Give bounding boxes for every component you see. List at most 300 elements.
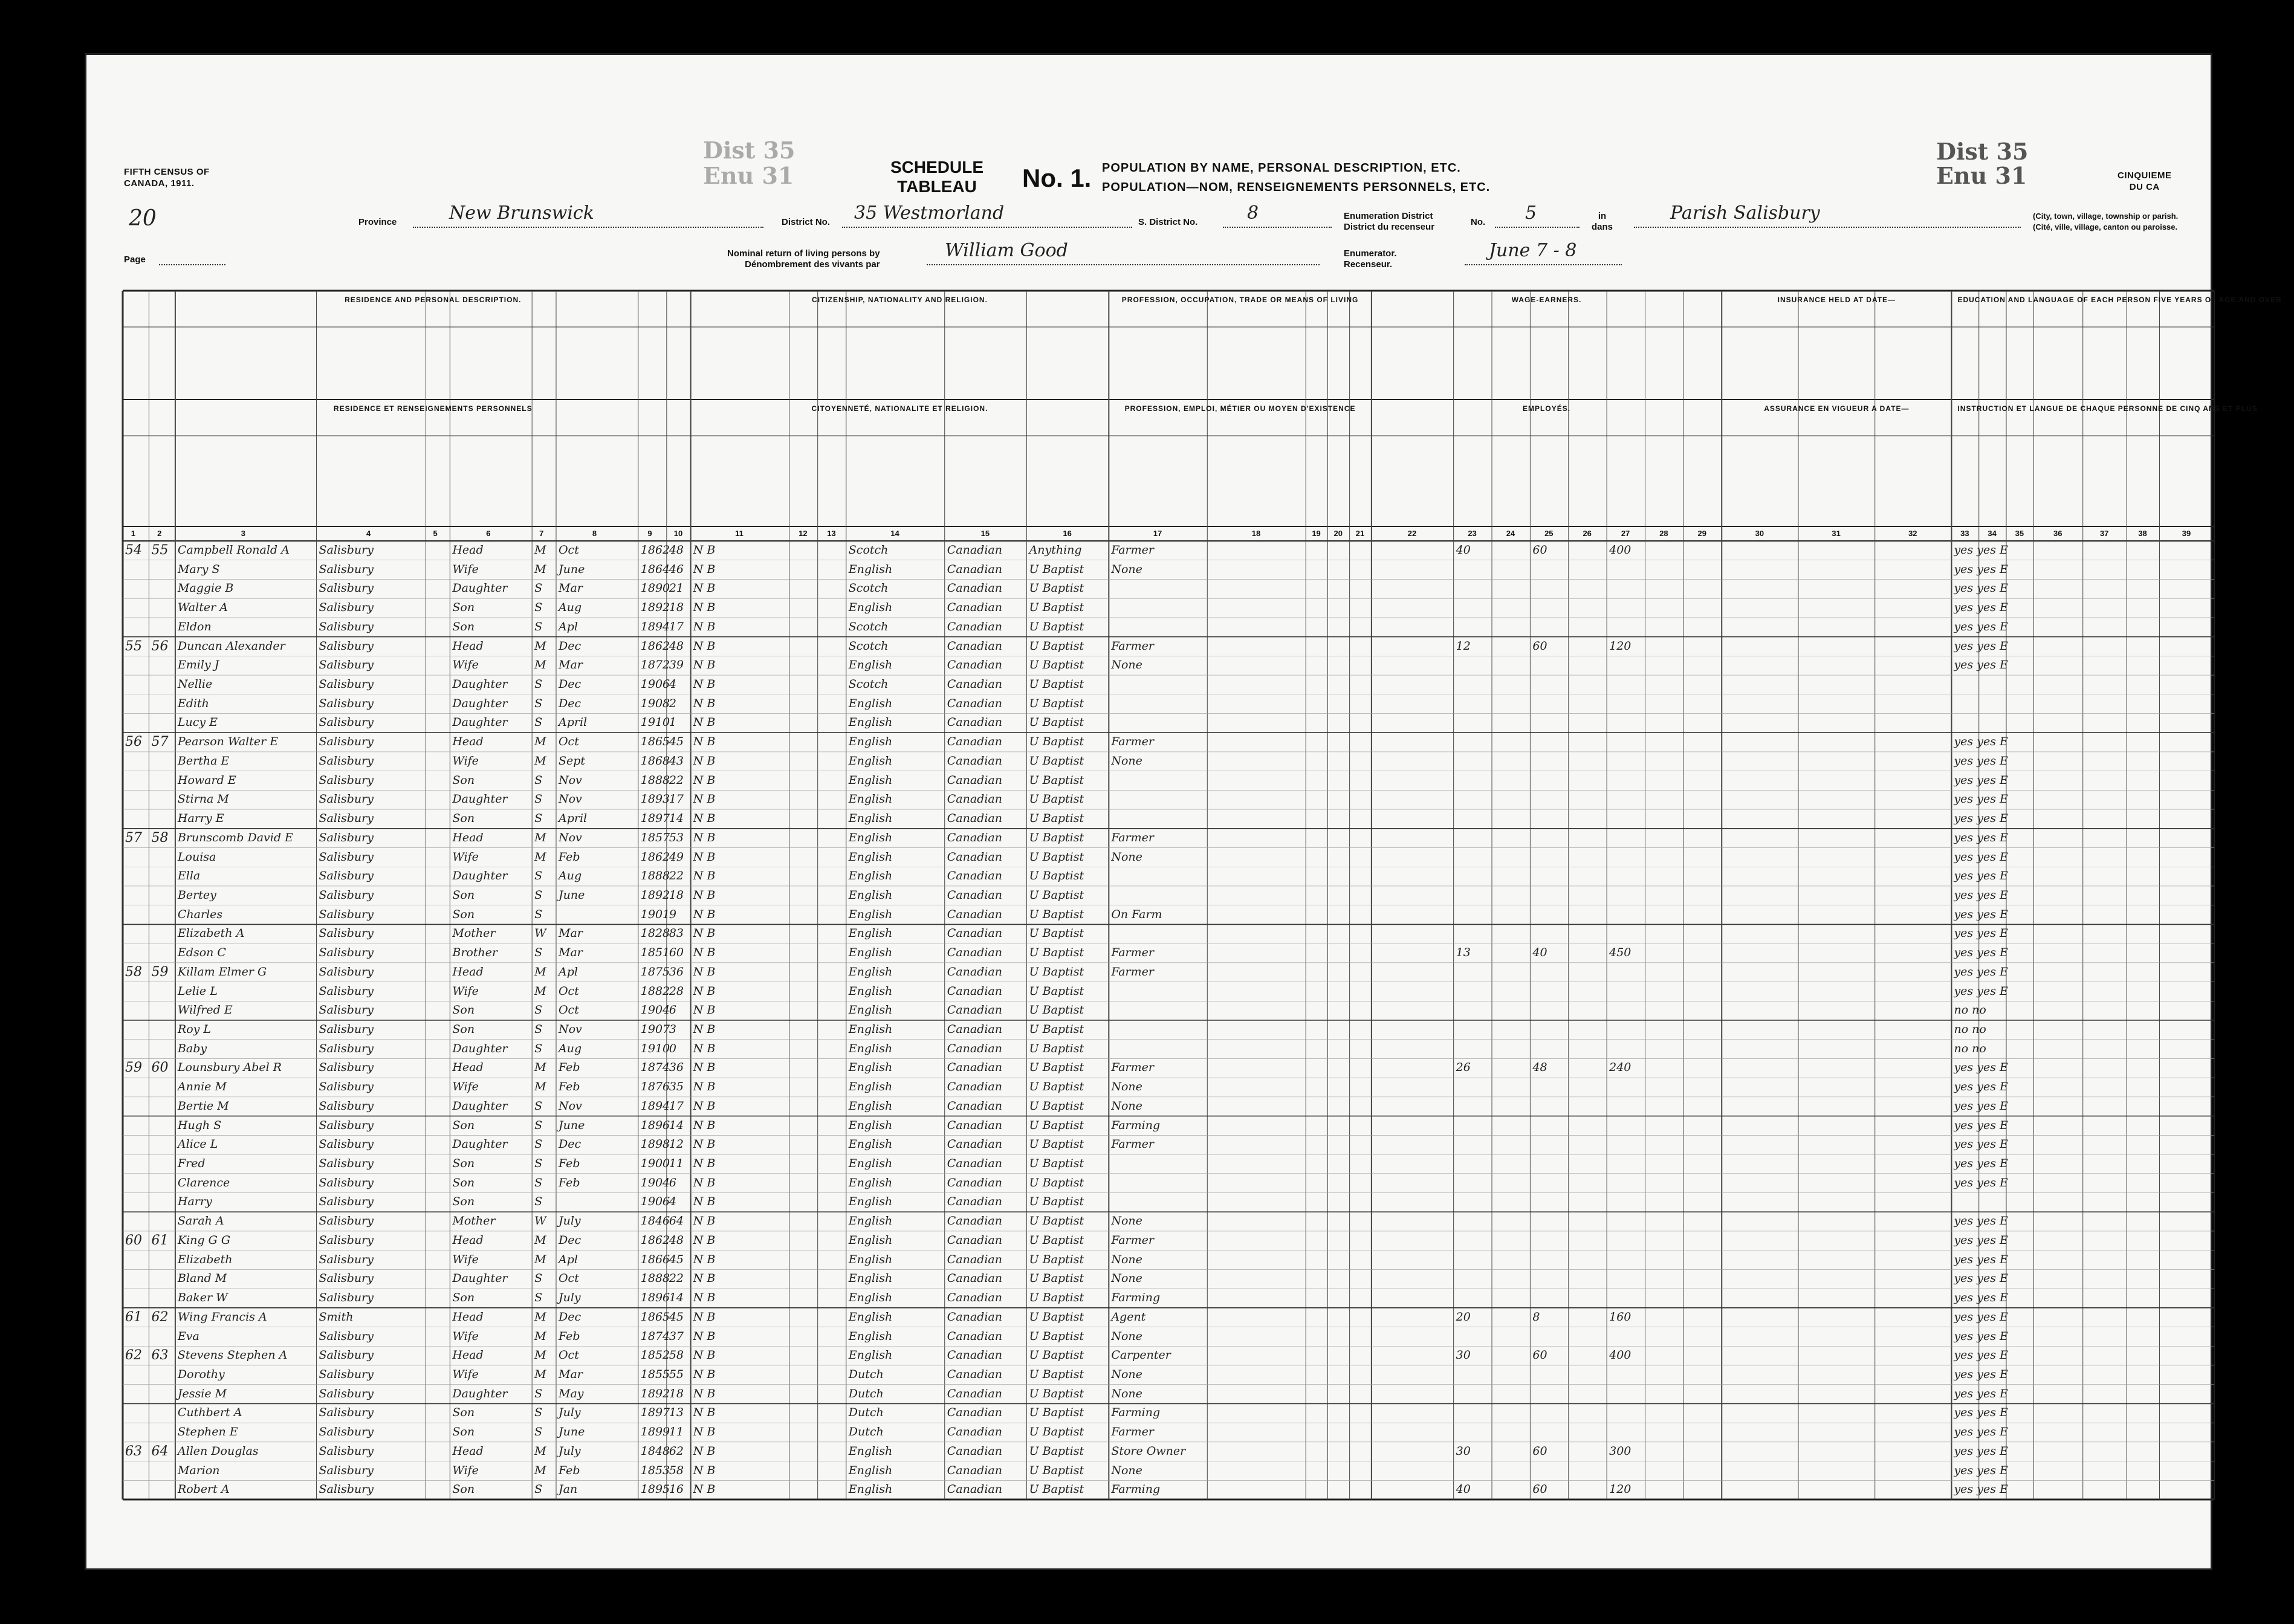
cell-name: Lounsbury Abel R <box>177 1061 282 1075</box>
cell-birth: N B <box>693 562 716 576</box>
cell-birth: N B <box>693 639 716 653</box>
cell-nat: Canadian <box>947 1233 1002 1247</box>
cell-month: Mar <box>558 927 583 940</box>
cell-month: Mar <box>558 581 583 595</box>
cell-month: Apl <box>558 620 578 633</box>
cell-ms: S <box>534 1176 543 1189</box>
cell-ms: M <box>534 562 546 576</box>
cell-month: June <box>558 1425 585 1439</box>
cell-year: 1894 <box>640 1099 670 1113</box>
cell-birth: N B <box>693 1425 716 1439</box>
cell-place: Salisbury <box>319 1061 374 1075</box>
cell-year: 1888 <box>640 773 670 787</box>
cell-age: 17 <box>669 620 684 633</box>
cell-origin: English <box>848 1099 893 1113</box>
cell-rel2: U Baptist <box>1029 773 1084 787</box>
cell-age: 11 <box>669 1157 684 1171</box>
cell-rel2: U Baptist <box>1029 562 1084 576</box>
cell-ed: yes yes E <box>1954 1425 2008 1439</box>
in-label: in dans <box>1592 211 1613 232</box>
cell-d: 59 <box>125 1060 142 1076</box>
cell-rel: Daughter <box>452 1099 508 1113</box>
cell-occ: None <box>1111 1252 1142 1266</box>
cell-rel: Head <box>452 1444 484 1458</box>
column-number: 6 <box>486 529 491 538</box>
cell-nat: Canadian <box>947 601 1002 615</box>
cell-nat: Canadian <box>947 1406 1002 1420</box>
cell-rel2: U Baptist <box>1029 792 1084 806</box>
cell-rel2: U Baptist <box>1029 658 1084 672</box>
cell-origin: English <box>848 830 893 844</box>
cell-rel2: U Baptist <box>1029 927 1084 940</box>
cell-rel: Daughter <box>452 696 508 710</box>
cell-age: 14 <box>669 1291 684 1305</box>
cell-year: 1857 <box>640 830 670 844</box>
cell-place: Salisbury <box>319 1023 374 1036</box>
cell-origin: Dutch <box>848 1425 884 1439</box>
cell-name: Bertey <box>177 888 216 902</box>
cell-ms: S <box>534 792 543 806</box>
subdistrict-underline <box>1223 227 1332 228</box>
cell-nat: Canadian <box>947 543 1002 557</box>
cell-nat: Canadian <box>947 984 1002 998</box>
cell-nat: Canadian <box>947 1463 1002 1477</box>
cell-birth: N B <box>693 678 716 691</box>
parish-value: Parish Salisbury <box>1670 202 1820 224</box>
cell-birth: N B <box>693 946 716 960</box>
cell-occ: None <box>1111 1214 1142 1228</box>
cell-birth: N B <box>693 1367 716 1381</box>
section-header: PROFESSION, EMPLOI, MÉTIER OU MOYEN D'EXISTENCE <box>1124 404 1356 413</box>
cell-year: 1899 <box>640 1425 670 1439</box>
cell-age: 18 <box>669 601 684 615</box>
cell-occ: None <box>1111 1099 1142 1113</box>
cell-ed: yes yes E <box>1954 1348 2008 1362</box>
cell-ms: S <box>534 678 543 691</box>
cell-month: Jan <box>558 1483 578 1496</box>
population-line-en: POPULATION BY NAME, PERSONAL DESCRIPTION, ETC. <box>1102 161 1461 175</box>
cell-occ: Farmer <box>1111 1137 1154 1151</box>
cell-age: 16 <box>669 1483 684 1496</box>
census-table <box>123 291 2282 1499</box>
column-number: 27 <box>1621 529 1630 538</box>
cell-birth: N B <box>693 1252 716 1266</box>
section-header: RESIDENCE ET RENSEIGNEMENTS PERSONNELS <box>333 404 533 413</box>
cell-occ: None <box>1111 1463 1142 1477</box>
cell-year: 1865 <box>640 735 670 749</box>
cell-occ: Farmer <box>1111 639 1154 653</box>
cell-ed: yes yes E <box>1954 658 2008 672</box>
cell-year: 1898 <box>640 1137 670 1151</box>
cell-nat: Canadian <box>947 1272 1002 1286</box>
cell-birth: N B <box>693 1310 716 1324</box>
cell-year: 1864 <box>640 562 670 576</box>
cell-rel: Wife <box>452 562 479 576</box>
cell-place: Salisbury <box>319 1425 374 1439</box>
cell-ms: S <box>534 1137 543 1151</box>
page-underline <box>159 264 225 265</box>
enum-district-no-label: No. <box>1471 217 1486 227</box>
cell-birth: N B <box>693 1291 716 1305</box>
cell-place: Salisbury <box>319 1386 374 1400</box>
cell-name: Edson C <box>177 946 226 960</box>
cell-place: Salisbury <box>319 1080 374 1094</box>
cell-ed: yes yes E <box>1954 984 2008 998</box>
cell-rel2: U Baptist <box>1029 869 1084 883</box>
cell-ed: yes yes E <box>1954 927 2008 940</box>
column-number: 39 <box>2182 529 2191 538</box>
cell-age: 17 <box>669 792 684 806</box>
cell-rel2: U Baptist <box>1029 965 1084 979</box>
cell-name: Maggie B <box>177 581 234 595</box>
cell-rel: Head <box>452 1310 484 1324</box>
cell-origin: English <box>848 927 893 940</box>
column-number: 26 <box>1583 529 1592 538</box>
cell-ms: S <box>534 888 543 902</box>
cell-name: Charles <box>177 907 223 921</box>
cell-nat: Canadian <box>947 562 1002 576</box>
cell-origin: English <box>848 735 893 749</box>
cell-nat: Canadian <box>947 907 1002 921</box>
cell-birth: N B <box>693 696 716 710</box>
cell-age: 58 <box>669 1348 684 1362</box>
cell-name: Emily J <box>177 658 219 672</box>
cell-month: Oct <box>558 984 579 998</box>
section-header: CITIZENSHIP, NATIONALITY AND RELIGION. <box>812 296 988 304</box>
cell-rel2: U Baptist <box>1029 1252 1084 1266</box>
cell-rel2: U Baptist <box>1029 1080 1084 1094</box>
section-header: ASSURANCE EN VIGUEUR A DATE— <box>1764 404 1910 413</box>
cell-ms: M <box>534 658 546 672</box>
cell-w3: 400 <box>1609 1348 1631 1362</box>
cell-ms: M <box>534 1329 546 1343</box>
cell-ms: M <box>534 1233 546 1247</box>
cell-year: 1904 <box>640 1003 670 1017</box>
cell-month: Feb <box>558 1080 580 1094</box>
cell-ed: yes yes E <box>1954 1099 2008 1113</box>
nominal-label: Nominal return of living persons by Dénombrement des vivants par <box>727 248 880 270</box>
cell-ed: yes yes E <box>1954 754 2008 768</box>
cell-birth: N B <box>693 1041 716 1055</box>
cell-rel2: U Baptist <box>1029 830 1084 844</box>
column-number: 33 <box>1960 529 1969 538</box>
cell-age: 35 <box>669 1080 684 1094</box>
cell-name: Bland M <box>177 1272 227 1286</box>
cell-nat: Canadian <box>947 1080 1002 1094</box>
cell-nat: Canadian <box>947 1099 1002 1113</box>
cell-month: Dec <box>558 1233 582 1247</box>
cell-year: 1892 <box>640 1386 670 1400</box>
cell-ms: S <box>534 1023 543 1036</box>
cell-age: 45 <box>669 735 684 749</box>
cell-month: Sept <box>558 754 586 768</box>
cell-place: Salisbury <box>319 1137 374 1151</box>
cell-ms: M <box>534 850 546 864</box>
cell-age: 45 <box>669 1310 684 1324</box>
cell-place: Salisbury <box>319 543 374 557</box>
schedule-label: SCHEDULE TABLEAU <box>890 158 984 196</box>
cell-origin: English <box>848 601 893 615</box>
cell-w: 30 <box>1456 1444 1471 1458</box>
cell-origin: English <box>848 773 893 787</box>
cell-birth: N B <box>693 1386 716 1400</box>
cell-age: 53 <box>669 830 684 844</box>
cell-origin: English <box>848 1137 893 1151</box>
cell-name: Mary S <box>177 562 220 576</box>
cell-month: Nov <box>558 773 582 787</box>
cell-origin: English <box>848 1061 893 1075</box>
cell-year: 1855 <box>640 1367 670 1381</box>
cell-rel: Son <box>452 1291 475 1305</box>
cell-nat: Canadian <box>947 869 1002 883</box>
cell-ms: S <box>534 1003 543 1017</box>
column-number: 38 <box>2138 529 2147 538</box>
cell-rel: Son <box>452 1157 475 1171</box>
cell-year: 1897 <box>640 812 670 826</box>
cell-month: July <box>558 1214 581 1228</box>
cell-year: 1904 <box>640 1176 670 1189</box>
column-number: 34 <box>1988 529 1997 538</box>
cell-month: Feb <box>558 1061 580 1075</box>
enumerator-label: Enumerator. Recenseur. <box>1344 248 1397 270</box>
cell-month: Mar <box>558 946 583 960</box>
cell-age: 55 <box>669 1367 684 1381</box>
cell-origin: English <box>848 1483 893 1496</box>
cell-name: Robert A <box>177 1483 230 1496</box>
cell-month: Dec <box>558 1310 582 1324</box>
cell-month: Apl <box>558 1252 578 1266</box>
cell-occ: None <box>1111 1329 1142 1343</box>
cell-occ: None <box>1111 1367 1142 1381</box>
cell-place: Salisbury <box>319 1041 374 1055</box>
cell-ms: S <box>534 1425 543 1439</box>
cell-age: 0 <box>669 1041 676 1055</box>
cell-rel2: U Baptist <box>1029 946 1084 960</box>
cell-age: 49 <box>669 850 684 864</box>
column-number: 16 <box>1063 529 1072 538</box>
cell-rel: Son <box>452 1406 475 1420</box>
cell-place: Salisbury <box>319 1406 374 1420</box>
cell-rel2: U Baptist <box>1029 1444 1084 1458</box>
cell-occ: None <box>1111 850 1142 864</box>
column-number: 7 <box>539 529 544 538</box>
cell-rel2: U Baptist <box>1029 1041 1084 1055</box>
cell-ms: M <box>534 1463 546 1477</box>
cell-birth: N B <box>693 1214 716 1228</box>
cell-origin: Scotch <box>848 620 889 633</box>
column-number: 29 <box>1697 529 1707 538</box>
cell-d: 60 <box>125 1232 142 1248</box>
cell-ed: yes yes E <box>1954 792 2008 806</box>
cell-name: Campbell Ronald A <box>177 543 290 557</box>
province-underline <box>413 227 763 228</box>
cell-origin: English <box>848 888 893 902</box>
cell-age: 83 <box>669 927 684 940</box>
cell-place: Salisbury <box>319 869 374 883</box>
cell-occ: Farmer <box>1111 1061 1154 1075</box>
cell-age: 3 <box>669 1023 676 1036</box>
cell-year: 1852 <box>640 1348 670 1362</box>
cell-year: 1906 <box>640 678 670 691</box>
cell-name: Stephen E <box>177 1425 238 1439</box>
column-number: 14 <box>890 529 899 538</box>
cell-origin: English <box>848 1348 893 1362</box>
column-number: 22 <box>1407 529 1417 538</box>
cell-rel2: U Baptist <box>1029 812 1084 826</box>
census-sheet <box>85 53 2282 1570</box>
cell-age: 45 <box>669 1252 684 1266</box>
district-stamp-left-bottom: Enu 31 <box>703 162 794 189</box>
cell-rel2: U Baptist <box>1029 984 1084 998</box>
cell-month: July <box>558 1291 581 1305</box>
subdistrict-label: S. District No. <box>1138 217 1198 227</box>
cell-ms: S <box>534 773 543 787</box>
cell-ms: M <box>534 1061 546 1075</box>
cell-year: 1862 <box>640 639 670 653</box>
column-number: 12 <box>799 529 808 538</box>
cell-name: Wing Francis A <box>177 1310 267 1324</box>
column-number: 9 <box>647 529 652 538</box>
cell-ed: yes yes E <box>1954 773 2008 787</box>
cell-year: 1894 <box>640 620 670 633</box>
cell-ms: M <box>534 639 546 653</box>
cell-rel2: U Baptist <box>1029 1099 1084 1113</box>
cell-year: 1874 <box>640 1061 670 1075</box>
cell-ed: yes yes E <box>1954 735 2008 749</box>
cell-name: Stevens Stephen A <box>177 1348 288 1362</box>
cell-nat: Canadian <box>947 620 1002 633</box>
cell-nat: Canadian <box>947 581 1002 595</box>
cell-name: Baby <box>177 1041 207 1055</box>
cell-age: 18 <box>669 1386 684 1400</box>
column-number: 10 <box>673 529 683 538</box>
cell-month: Nov <box>558 830 582 844</box>
cell-f: 55 <box>151 543 169 558</box>
cell-year: 1907 <box>640 1023 670 1036</box>
cell-nat: Canadian <box>947 812 1002 826</box>
cell-ed: yes yes E <box>1954 620 2008 633</box>
cell-origin: English <box>848 1463 893 1477</box>
section-header: RESIDENCE AND PERSONAL DESCRIPTION. <box>345 296 522 304</box>
cell-nat: Canadian <box>947 658 1002 672</box>
cell-rel2: U Baptist <box>1029 1463 1084 1477</box>
cell-rel: Head <box>452 965 484 979</box>
cell-ed: yes yes E <box>1954 812 2008 826</box>
cell-month: July <box>558 1444 581 1458</box>
cell-ed: yes yes E <box>1954 639 2008 653</box>
date-underline <box>1465 264 1622 265</box>
cell-rel: Son <box>452 1195 475 1209</box>
cell-name: Pearson Walter E <box>177 735 279 749</box>
cell-rel: Daughter <box>452 1137 508 1151</box>
cell-name: Bertie M <box>177 1099 229 1113</box>
cell-ms: S <box>534 812 543 826</box>
cell-occ: Farmer <box>1111 1233 1154 1247</box>
cell-year: 1828 <box>640 927 670 940</box>
cell-birth: N B <box>693 965 716 979</box>
cell-occ: Farming <box>1111 1406 1161 1420</box>
cell-f: 60 <box>151 1060 169 1076</box>
cell-age: 6 <box>669 1003 676 1017</box>
cell-age: 4 <box>669 678 676 691</box>
cell-month: Mar <box>558 658 583 672</box>
cell-year: 1910 <box>640 1041 670 1055</box>
cell-place: Salisbury <box>319 678 374 691</box>
cell-name: Alice L <box>177 1137 218 1151</box>
cell-nat: Canadian <box>947 1425 1002 1439</box>
right-title: CINQUIEME DU CA <box>2117 170 2172 192</box>
cell-w3: 120 <box>1609 1483 1631 1496</box>
cell-w3: 400 <box>1609 543 1631 557</box>
cell-rel2: U Baptist <box>1029 1214 1084 1228</box>
cell-age: 43 <box>669 754 684 768</box>
cell-w2: 40 <box>1532 946 1547 960</box>
cell-month: April <box>558 812 588 826</box>
cell-rel: Son <box>452 773 475 787</box>
cell-occ: Farming <box>1111 1118 1161 1132</box>
cell-rel2: U Baptist <box>1029 696 1084 710</box>
column-number: 23 <box>1468 529 1477 538</box>
cell-rel: Son <box>452 907 475 921</box>
cell-rel2: U Baptist <box>1029 1367 1084 1381</box>
cell-ed: yes yes E <box>1954 830 2008 844</box>
cell-rel: Head <box>452 543 484 557</box>
cell-rel: Son <box>452 1003 475 1017</box>
cell-ed: yes yes E <box>1954 562 2008 576</box>
cell-place: Salisbury <box>319 639 374 653</box>
enum-district-label: Enumeration District District du recenseur <box>1344 211 1435 232</box>
cell-occ: On Farm <box>1111 907 1162 921</box>
cell-place: Salisbury <box>319 1233 374 1247</box>
cell-w: 30 <box>1456 1348 1471 1362</box>
cell-nat: Canadian <box>947 735 1002 749</box>
cell-ed: yes yes E <box>1954 1367 2008 1381</box>
cell-place: Salisbury <box>319 1291 374 1305</box>
cell-ed: yes yes E <box>1954 869 2008 883</box>
cell-w2: 60 <box>1532 543 1547 557</box>
cell-age: 22 <box>669 869 684 883</box>
cell-birth: N B <box>693 907 716 921</box>
cell-year: 1896 <box>640 1291 670 1305</box>
cell-ms: S <box>534 1386 543 1400</box>
cell-name: Louisa <box>177 850 216 864</box>
cell-rel: Mother <box>452 1214 496 1228</box>
cell-nat: Canadian <box>947 1041 1002 1055</box>
cell-origin: English <box>848 696 893 710</box>
section-header: CITOYENNETÉ, NATIONALITE ET RELIGION. <box>811 404 988 413</box>
cell-place: Smith <box>319 1310 354 1324</box>
cell-year: 1865 <box>640 1310 670 1324</box>
cell-ed: yes yes E <box>1954 965 2008 979</box>
cell-name: Fred <box>177 1157 206 1171</box>
cell-origin: English <box>848 1176 893 1189</box>
cell-origin: English <box>848 1195 893 1209</box>
cell-origin: English <box>848 1252 893 1266</box>
cell-w3: 300 <box>1609 1444 1631 1458</box>
enum-district-value: 5 <box>1525 202 1537 224</box>
cell-age: 36 <box>669 965 684 979</box>
cell-rel2: U Baptist <box>1029 850 1084 864</box>
cell-ms: S <box>534 1483 543 1496</box>
cell-year: 1906 <box>640 1195 670 1209</box>
cell-ms: S <box>534 601 543 615</box>
cell-age: 62 <box>669 1444 684 1458</box>
cell-name: Cuthbert A <box>177 1406 242 1420</box>
cell-month: Dec <box>558 639 582 653</box>
cell-rel2: U Baptist <box>1029 1003 1084 1017</box>
cell-rel2: U Baptist <box>1029 620 1084 633</box>
cell-d: 54 <box>125 543 142 558</box>
